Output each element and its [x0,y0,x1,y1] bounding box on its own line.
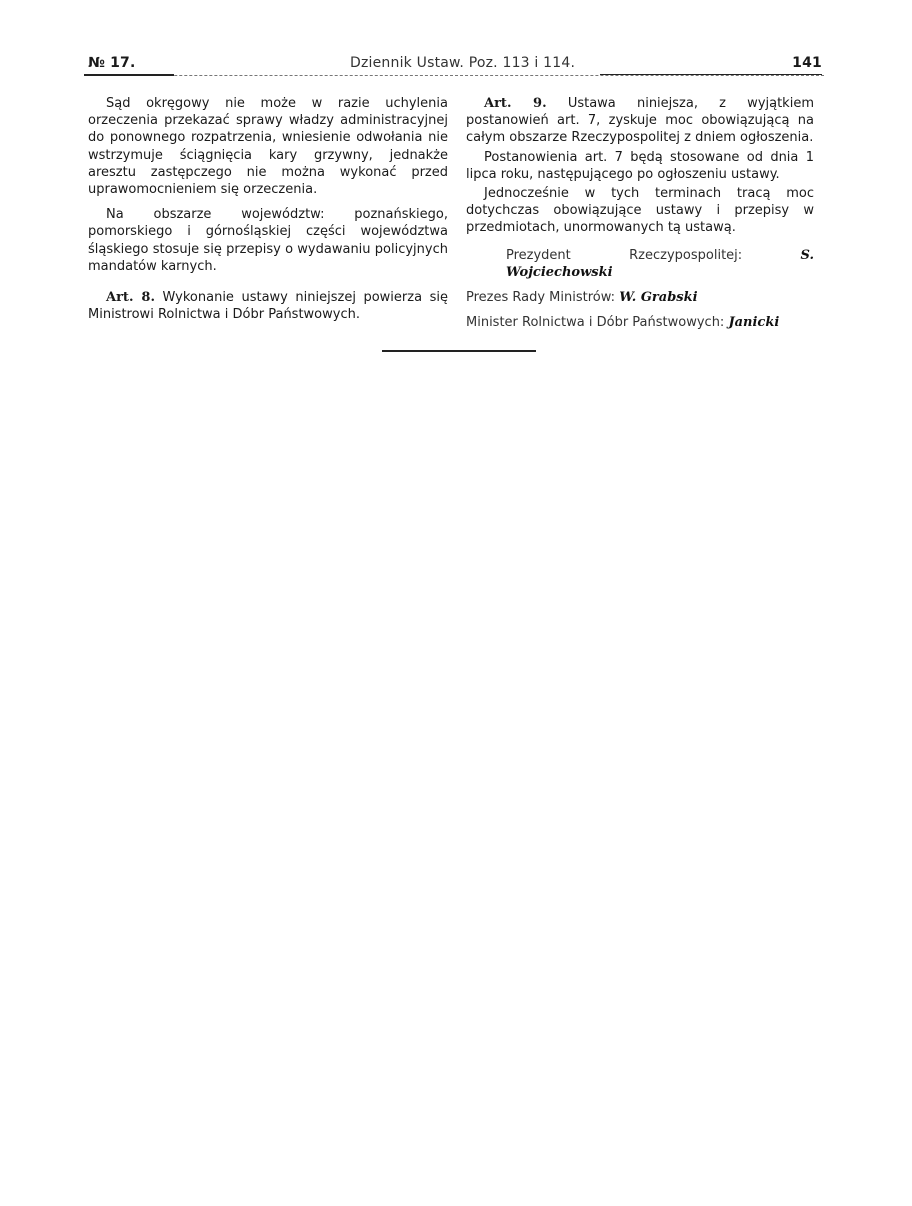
signatures [466,247,814,331]
left-column [88,95,448,331]
article-9 [466,95,814,147]
signature-minister [466,314,814,331]
signature-name: Janicki [728,314,780,330]
article-text: Ustawa niniejsza, z wyjątkiem postanowień art. 7, zyskuje moc obowiązującą na całym obszarze Rzeczypospolitej z dniem ogłoszenia. [466,96,814,146]
paragraph: Sąd okręgowy nie może w razie uchylenia orzeczenia przekazać sprawy władzy administracyjnej do ponownego rozpatrzenia, wniesienie odwołania nie wstrzymuje ściągnięcia kary grzywny, jednakże aresztu zastępczego nie można wykonać przed uprawomocnieniem się orzeczenia. [88,96,448,198]
paragraph: Na obszarze województw: poznańskiego, pomorskiego i górnośląskiej części województwa śląskiego stosuje się przepisy o wydawaniu policyjnych mandatów karnych. [88,207,448,274]
section-end-rule [382,350,536,352]
signature-name: S. Wojciechowski [506,247,814,280]
journal-title: Dziennik Ustaw. Poz. 113 i 114. [350,55,576,71]
header-rule-segment [600,74,822,75]
article-8 [88,289,448,323]
signature-prime-minister [466,289,814,306]
signature-name: W. Grabski [619,289,698,305]
article-label: Art. 9. [484,96,547,111]
article-text: Wykonanie ustawy niniejszej powierza się Ministrowi Rolnictwa i Dóbr Państwowych. [88,290,448,323]
header-rule [84,75,824,77]
right-column [466,95,814,339]
signature-role: Prezes Rady Ministrów: [466,289,616,305]
signature-president [466,247,814,281]
signature-role: Prezydent Rzeczypospolitej: [506,247,743,263]
signature-role: Minister Rolnictwa i Dóbr Państwowych: [466,314,725,330]
issue-number: № 17. [88,55,136,71]
article-label: Art. 8. [106,290,155,306]
header-rule-segment [84,74,174,76]
page-number: 141 [792,55,822,71]
page-header [88,55,822,75]
paragraph: Jednocześnie w tych terminach tracą moc dotychczas obowiązujące ustawy i przepisy w przedmiotach, unormowanych tą ustawą. [466,186,814,236]
paragraph: Postanowienia art. 7 będą stosowane od dnia 1 lipca roku, następującego po ogłoszeniu ustawy. [466,149,814,182]
